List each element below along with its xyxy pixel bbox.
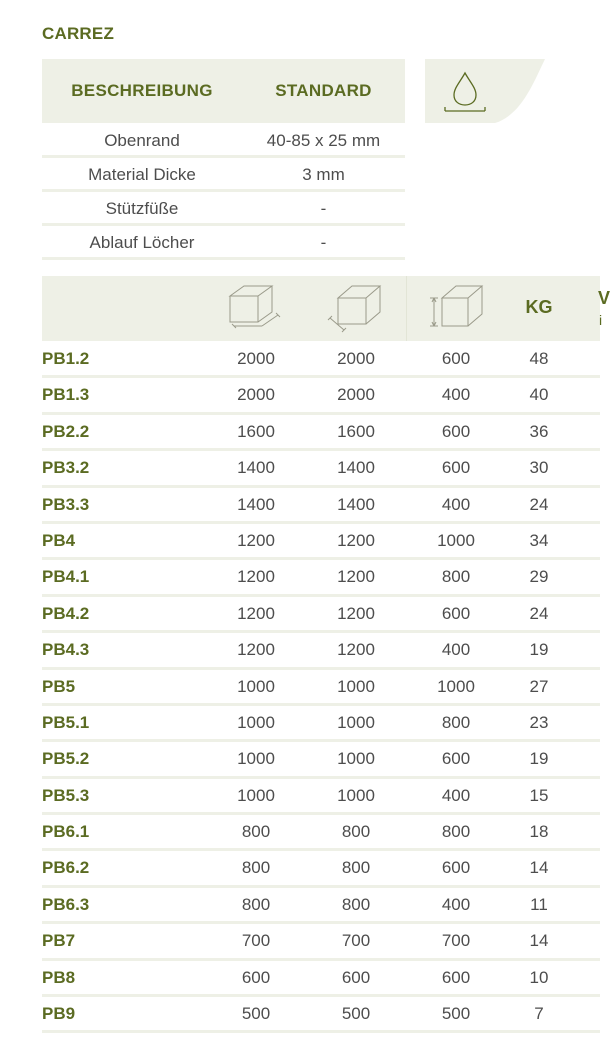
product-code: PB6.3: [42, 894, 90, 914]
product-code: PB5: [42, 676, 76, 696]
height-value: 800: [441, 712, 471, 732]
depth-value: 1200: [337, 640, 375, 660]
spec-row: [42, 124, 405, 158]
depth-value: 500: [341, 1004, 371, 1024]
product-code: PB8: [42, 967, 76, 987]
depth-value: 1400: [337, 458, 375, 478]
width-value: 1000: [237, 749, 275, 769]
height-value: 400: [441, 894, 471, 914]
clipped-column-subheader: i: [599, 312, 603, 328]
box-depth-icon: [328, 284, 384, 332]
weight-value: 40: [529, 385, 549, 405]
weight-value: 30: [529, 458, 549, 478]
weight-value: 23: [529, 712, 549, 732]
height-value: 400: [441, 785, 471, 805]
height-value: 600: [441, 967, 471, 987]
depth-value: 1200: [337, 530, 375, 550]
product-code: PB4.3: [42, 640, 90, 660]
height-value: 600: [441, 603, 471, 623]
spec-label: Material Dicke: [88, 165, 196, 184]
width-value: 1400: [237, 494, 275, 514]
spec-value: 40-85 x 25 mm: [266, 131, 381, 150]
product-code: PB1.3: [42, 385, 90, 405]
spec-value: 3 mm: [302, 165, 345, 184]
table-row: [42, 415, 600, 451]
product-code: PB4.2: [42, 603, 90, 623]
weight-value: 11: [530, 894, 548, 914]
height-value: 800: [441, 822, 471, 842]
width-value: 800: [241, 894, 271, 914]
height-value: 400: [441, 385, 471, 405]
depth-value: 800: [341, 858, 371, 878]
width-value: 800: [241, 858, 271, 878]
table-row: [42, 451, 600, 487]
weight-value: 7: [534, 1004, 544, 1024]
product-code: PB4: [42, 530, 76, 550]
table-row: [42, 560, 600, 596]
width-value: 1200: [237, 530, 275, 550]
box-width-icon: [228, 284, 284, 332]
spec-label: Stützfüße: [105, 199, 179, 218]
depth-value: 1000: [337, 712, 375, 732]
width-value: 1000: [237, 712, 275, 732]
dimensions-table-body: [42, 342, 600, 1033]
width-value: 1200: [237, 603, 275, 623]
table-row: [42, 706, 600, 742]
height-value: 600: [441, 858, 471, 878]
product-code: PB6.2: [42, 858, 90, 878]
width-value: 1000: [237, 676, 275, 696]
height-value: 700: [441, 931, 471, 951]
weight-value: 15: [529, 785, 549, 805]
weight-value: 14: [529, 931, 549, 951]
depth-value: 1200: [337, 567, 375, 587]
product-code: PB6.1: [42, 822, 90, 842]
height-value: 600: [441, 349, 471, 368]
table-row: [42, 779, 600, 815]
spec-header-standard: STANDARD: [275, 81, 372, 100]
table-row: [42, 488, 600, 524]
depth-value: 2000: [337, 349, 375, 368]
weight-value: 10: [529, 967, 549, 987]
height-value: 500: [441, 1004, 471, 1024]
width-value: 700: [241, 931, 271, 951]
weight-value: 34: [529, 530, 549, 550]
table-row: [42, 961, 600, 997]
table-row: [42, 597, 600, 633]
box-height-icon: [428, 284, 484, 332]
spec-row: [42, 158, 405, 192]
dimensions-table-header: [42, 276, 610, 341]
height-value: 600: [441, 749, 471, 769]
height-value: 1000: [437, 676, 475, 696]
spec-label: Ablauf Löcher: [89, 233, 195, 252]
table-row: [42, 633, 600, 669]
spec-table-header: [42, 59, 405, 123]
product-code: PB1.2: [42, 349, 90, 368]
weight-value: 36: [529, 421, 549, 441]
depth-value: 1600: [337, 421, 375, 441]
depth-value: 700: [341, 931, 371, 951]
table-row: [42, 742, 600, 778]
depth-value: 2000: [337, 385, 375, 405]
weight-value: 29: [529, 567, 549, 587]
height-value: 600: [441, 421, 471, 441]
product-code: PB5.2: [42, 749, 90, 769]
spec-row: [42, 226, 405, 260]
weight-value: 48: [529, 349, 549, 368]
weight-value: 24: [529, 494, 549, 514]
spec-label: Obenrand: [104, 131, 180, 150]
spec-value: -: [320, 233, 327, 252]
product-code: PB5.1: [42, 712, 90, 732]
spec-row: [42, 192, 405, 226]
depth-value: 600: [341, 967, 371, 987]
column-divider: [406, 276, 407, 341]
depth-value: 800: [341, 822, 371, 842]
width-value: 1000: [237, 785, 275, 805]
depth-value: 1200: [337, 603, 375, 623]
table-row: [42, 851, 600, 887]
product-code: PB3.3: [42, 494, 90, 514]
weight-value: 14: [529, 858, 549, 878]
table-row: [42, 342, 600, 378]
depth-value: 1400: [337, 494, 375, 514]
weight-value: 24: [529, 603, 549, 623]
depth-value: 1000: [337, 749, 375, 769]
height-value: 400: [441, 640, 471, 660]
weight-value: 19: [529, 640, 549, 660]
product-code: PB5.3: [42, 785, 90, 805]
table-row: [42, 888, 600, 924]
spec-table-body: [42, 124, 405, 260]
table-row: [42, 815, 600, 851]
product-code: PB2.2: [42, 421, 90, 441]
water-drop-icon: [425, 59, 545, 123]
width-value: 800: [241, 822, 271, 842]
kg-column-header: KG: [525, 297, 553, 317]
width-value: 1200: [237, 567, 275, 587]
product-code: PB3.2: [42, 458, 90, 478]
table-row: [42, 670, 600, 706]
width-value: 2000: [237, 349, 275, 368]
weight-value: 18: [529, 822, 549, 842]
height-value: 400: [441, 494, 471, 514]
weight-value: 27: [529, 676, 549, 696]
table-row: [42, 524, 600, 560]
product-code: PB7: [42, 931, 76, 951]
section-title: CARREZ: [42, 24, 115, 43]
depth-value: 800: [341, 894, 371, 914]
spec-value: -: [320, 199, 327, 218]
weight-value: 19: [529, 749, 549, 769]
depth-value: 1000: [337, 676, 375, 696]
product-code: PB9: [42, 1004, 76, 1024]
product-code: PB4.1: [42, 567, 90, 587]
height-value: 1000: [437, 530, 475, 550]
width-value: 2000: [237, 385, 275, 405]
clipped-column-header: V: [598, 288, 610, 308]
height-value: 600: [441, 458, 471, 478]
width-value: 500: [241, 1004, 271, 1024]
table-row: [42, 924, 600, 960]
width-value: 1600: [237, 421, 275, 441]
table-row: [42, 997, 600, 1033]
width-value: 600: [241, 967, 271, 987]
table-row: [42, 378, 600, 414]
depth-value: 1000: [337, 785, 375, 805]
width-value: 1400: [237, 458, 275, 478]
spec-header-description: BESCHREIBUNG: [71, 81, 213, 100]
height-value: 800: [441, 567, 471, 587]
width-value: 1200: [237, 640, 275, 660]
